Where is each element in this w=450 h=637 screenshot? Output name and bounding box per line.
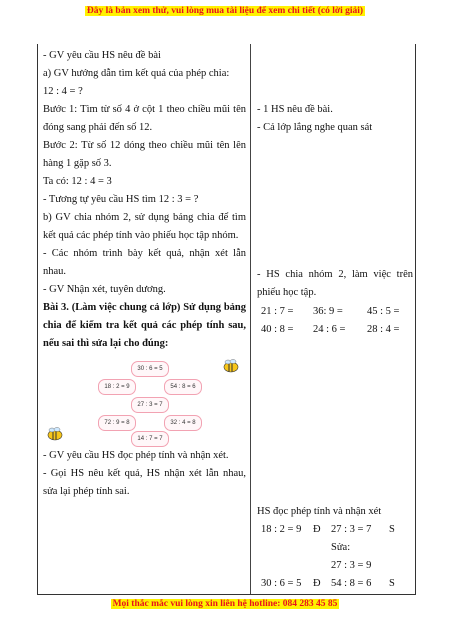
line: - GV yêu cầu HS nêu đề bài (43, 50, 161, 61)
line: Bước 2: Từ số 12 dóng theo chiều mũi tên lên hàng 1 gặp số 3. (43, 140, 246, 169)
grid-cell: 21 : 7 = (261, 306, 294, 317)
honeycomb-puzzle (43, 357, 243, 447)
puzzle-cell: 27 : 3 = 7 (131, 397, 169, 413)
line: - Các nhóm trình bày kết quả, nhận xét lẫn nhau. (43, 248, 246, 277)
puzzle-cell: 54 : 8 = 6 (164, 379, 202, 395)
preview-banner (0, 6, 450, 16)
grid-row (261, 303, 399, 321)
puzzle-cell: 14 : 7 = 7 (131, 431, 169, 447)
line: - Gọi HS nêu kết quả, HS nhận xét lẫn nhau, sửa lại phép tính sai. (43, 468, 246, 497)
hotline-banner-text: Mọi thắc mắc vui lòng xin liên hệ hotline: 084 283 45 85 (112, 599, 338, 609)
grid-cell: 45 : 5 = (367, 306, 400, 317)
line: - Tương tự yêu cầu HS tìm 12 : 3 = ? (43, 194, 199, 205)
check-expr: 30 : 6 = 5 (261, 578, 302, 589)
check-expr: 27 : 3 = 7 (331, 524, 372, 535)
check-row (261, 539, 395, 557)
exercise-3-title: Bài 3. (Làm việc chung cả lớp) Sử dụng bảng chia để kiểm tra kết quả các phép tính sau, nếu sai thì sửa lại cho đúng: (43, 302, 246, 349)
grid-cell: 28 : 4 = (367, 324, 400, 335)
student-line: - 1 HS nêu đề bài. (257, 104, 333, 115)
hotline-banner (0, 599, 450, 609)
student-line: - HS chia nhóm 2, làm việc trên phiếu học tập. (257, 269, 413, 298)
check-mark: S (389, 524, 395, 535)
check-mark: Đ (313, 578, 321, 589)
check-mark: Đ (313, 524, 321, 535)
fix-expr: 27 : 3 = 9 (331, 560, 372, 571)
line: 12 : 4 = ? (43, 86, 83, 97)
line: a) GV hướng dẫn tìm kết quả của phép chia: (43, 68, 230, 79)
line: - GV Nhận xét, tuyên dương. (43, 284, 166, 295)
check-expr: 54 : 8 = 6 (331, 578, 372, 589)
puzzle-cell: 30 : 6 = 5 (131, 361, 169, 377)
puzzle-cell: 18 : 2 = 9 (98, 379, 136, 395)
puzzle-cell: 72 : 9 = 8 (98, 415, 136, 431)
grid-cell: 36: 9 = (313, 306, 343, 317)
worksheet-grid (261, 303, 399, 339)
check-row (261, 557, 395, 575)
bee-icon (221, 359, 241, 373)
check-expr: 18 : 2 = 9 (261, 524, 302, 535)
column-divider (250, 44, 251, 594)
grid-cell: 40 : 8 = (261, 324, 294, 335)
line: Ta có: 12 : 4 = 3 (43, 176, 112, 187)
grid-cell: 24 : 6 = (313, 324, 346, 335)
line: - GV yêu cầu HS đọc phép tính và nhận xét. (43, 450, 229, 461)
grid-row (261, 321, 399, 339)
line: b) GV chia nhóm 2, sử dụng bảng chia để tìm kết quả các phép tính vào phiếu học tập nhóm. (43, 212, 246, 241)
fix-label: Sửa: (331, 542, 351, 553)
bee-icon (45, 427, 65, 441)
check-mark: S (389, 578, 395, 589)
lesson-table (37, 44, 416, 595)
check-row (261, 575, 395, 593)
line: Bước 1: Tìm từ số 4 ở cột 1 theo chiều mũi tên đóng sang phải đến số 12. (43, 104, 246, 133)
check-results (261, 521, 395, 593)
check-row (261, 521, 395, 539)
student-line: - Cả lớp lắng nghe quan sát (257, 122, 373, 133)
student-line: HS đọc phép tính và nhận xét (257, 506, 382, 517)
puzzle-cell: 32 : 4 = 8 (164, 415, 202, 431)
preview-banner-text: Đây là bản xem thử, vui lòng mua tài liệu để xem chi tiết (có lời giải) (86, 6, 364, 16)
teacher-column (43, 47, 246, 501)
